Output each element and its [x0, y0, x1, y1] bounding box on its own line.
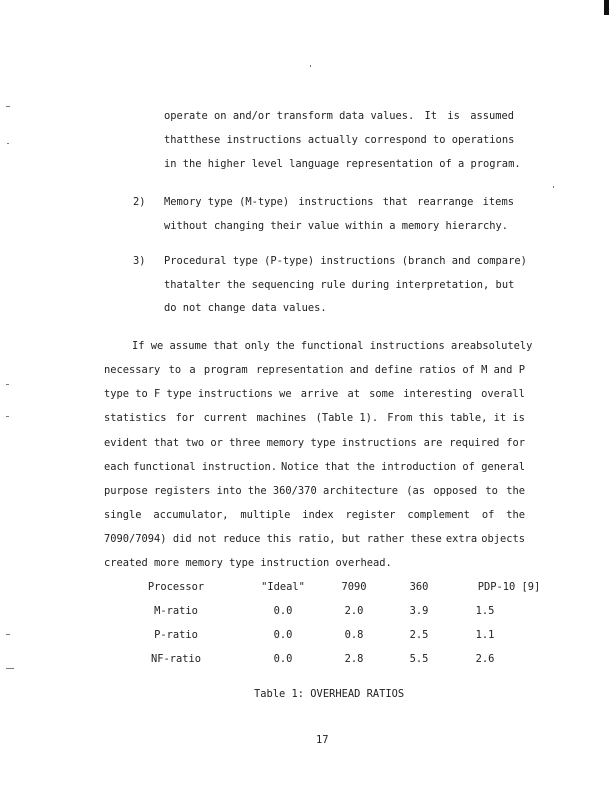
- text-segment: to: [485, 485, 498, 497]
- text-segment: opposed: [433, 485, 478, 497]
- text-segment: that: [382, 196, 408, 208]
- scan-mark: [310, 65, 311, 67]
- text-segment: type to F type instructions we: [104, 388, 292, 400]
- list-number: 2): [133, 196, 146, 208]
- text-segment: without changing their value within a memory hierarchy.: [164, 220, 509, 232]
- text-segment: Memory type (M-type): [164, 196, 290, 208]
- text-segment: statistics: [104, 412, 167, 424]
- page-number: 17: [316, 734, 329, 746]
- text-segment: (as: [406, 485, 426, 497]
- table-cell: M-ratio: [154, 605, 198, 617]
- text-segment: register: [345, 509, 396, 521]
- text-segment: rearrange: [417, 196, 474, 208]
- text-segment: that: [164, 279, 190, 291]
- text-segment: of: [481, 509, 495, 521]
- text-segment: extra: [445, 533, 478, 545]
- table-cell: 0.8: [344, 629, 364, 641]
- text-segment: required: [449, 437, 500, 449]
- scan-mark: [7, 143, 9, 144]
- text-segment: If we assume that only the functional instructions are: [132, 340, 470, 352]
- table-cell: P-ratio: [154, 629, 198, 641]
- text-segment: current: [203, 412, 248, 424]
- list-line: [164, 255, 527, 267]
- table-header-cell: 360: [409, 581, 429, 593]
- paragraph-line: [104, 388, 525, 400]
- table-cell: 0.0: [273, 605, 293, 617]
- table-cell: 1.5: [475, 605, 495, 617]
- text-segment: to: [168, 364, 182, 376]
- text-segment: the: [506, 509, 525, 521]
- text-segment: program: [203, 364, 248, 376]
- list-line: [164, 279, 514, 291]
- text-segment: machines: [256, 412, 307, 424]
- scan-mark: [6, 668, 14, 669]
- text-segment: that: [164, 134, 190, 146]
- text-segment: absolutely: [469, 340, 533, 352]
- text-segment: are: [423, 437, 443, 449]
- paragraph-line: [132, 340, 533, 352]
- paragraph-line: [104, 364, 525, 376]
- text-segment: (Table 1).: [315, 412, 379, 424]
- text-segment: functional instruction.: [133, 461, 277, 473]
- text-segment: items: [482, 196, 514, 208]
- text-segment: arrive: [300, 388, 339, 400]
- text-segment: for: [175, 412, 195, 424]
- text-segment: overall: [481, 388, 525, 400]
- text-segment: the: [506, 485, 525, 497]
- paragraph-line: [104, 412, 525, 424]
- table-cell: NF-ratio: [150, 653, 202, 665]
- text-segment: index: [302, 509, 334, 521]
- text-segment: single: [104, 509, 142, 521]
- text-segment: evident that two or three memory type instructions: [104, 437, 417, 449]
- paragraph-line: [104, 533, 525, 545]
- text-segment: accumulator,: [153, 509, 229, 521]
- text-segment: a: [189, 364, 196, 376]
- text-segment: created more memory type instruction overhead.: [104, 557, 392, 569]
- paragraph-line: [104, 557, 392, 569]
- text-segment: From this table, it is: [387, 412, 525, 424]
- text-segment: interesting: [403, 388, 473, 400]
- list-line: [164, 220, 508, 232]
- text-segment: purpose registers into the 360/370 architecture: [104, 485, 399, 497]
- text-segment: objects: [481, 533, 525, 545]
- text-segment: do not change data values.: [164, 302, 327, 314]
- text-segment: some: [369, 388, 395, 400]
- scan-mark: [553, 186, 554, 188]
- paragraph-line: [164, 158, 521, 170]
- text-segment: complement: [407, 509, 470, 521]
- list-number: 3): [133, 255, 146, 267]
- scan-mark: [6, 416, 9, 417]
- text-segment: each: [104, 461, 130, 473]
- text-segment: instructions: [298, 196, 374, 208]
- scan-mark: [6, 384, 9, 385]
- table-header-cell: 7090: [341, 581, 367, 593]
- text-segment: Procedural type (P-type) instructions (branch and compare): [164, 255, 527, 267]
- text-segment: operate on and/or transform data values.: [164, 110, 415, 122]
- table-caption: Table 1: OVERHEAD RATIOS: [254, 688, 405, 700]
- paragraph-line: [164, 110, 514, 122]
- scan-mark: [6, 106, 10, 107]
- table-header-cell: Processor: [147, 581, 205, 593]
- text-segment: these instructions actually correspond to operations: [189, 134, 515, 146]
- text-segment: in the higher level language representation of a program.: [164, 158, 521, 170]
- table-header-cell: PDP-10 [9]: [477, 581, 541, 593]
- paragraph-line: [104, 485, 525, 497]
- scan-mark: [6, 634, 10, 635]
- table-cell: 0.0: [273, 629, 293, 641]
- text-segment: multiple: [240, 509, 291, 521]
- paragraph-line: [104, 437, 525, 449]
- text-segment: Notice that the introduction of general: [281, 461, 525, 473]
- list-line: [164, 196, 514, 208]
- text-segment: representation and define ratios of M and P: [255, 364, 525, 376]
- table-cell: 0.0: [273, 653, 293, 665]
- table-cell: 2.0: [344, 605, 364, 617]
- paragraph-line: [104, 509, 525, 521]
- table-cell: 2.8: [344, 653, 364, 665]
- text-segment: necessary: [104, 364, 161, 376]
- table-header-cell: "Ideal": [261, 581, 305, 593]
- paragraph-line: [164, 134, 514, 146]
- table-cell: 1.1: [475, 629, 495, 641]
- text-segment: It: [424, 110, 438, 122]
- table-cell: 3.9: [409, 605, 429, 617]
- paragraph-line: [104, 461, 525, 473]
- text-segment: for: [506, 437, 525, 449]
- text-segment: is: [447, 110, 460, 122]
- list-line: [164, 302, 327, 314]
- scan-mark: [604, 0, 609, 15]
- text-segment: at: [347, 388, 360, 400]
- text-segment: 7090/7094) did not reduce this ratio, but rather these: [104, 533, 442, 545]
- table-cell: 2.5: [409, 629, 429, 641]
- text-segment: assumed: [470, 110, 514, 122]
- table-cell: 2.6: [475, 653, 495, 665]
- table-cell: 5.5: [409, 653, 429, 665]
- text-segment: alter the sequencing rule during interpretation, but: [189, 279, 515, 291]
